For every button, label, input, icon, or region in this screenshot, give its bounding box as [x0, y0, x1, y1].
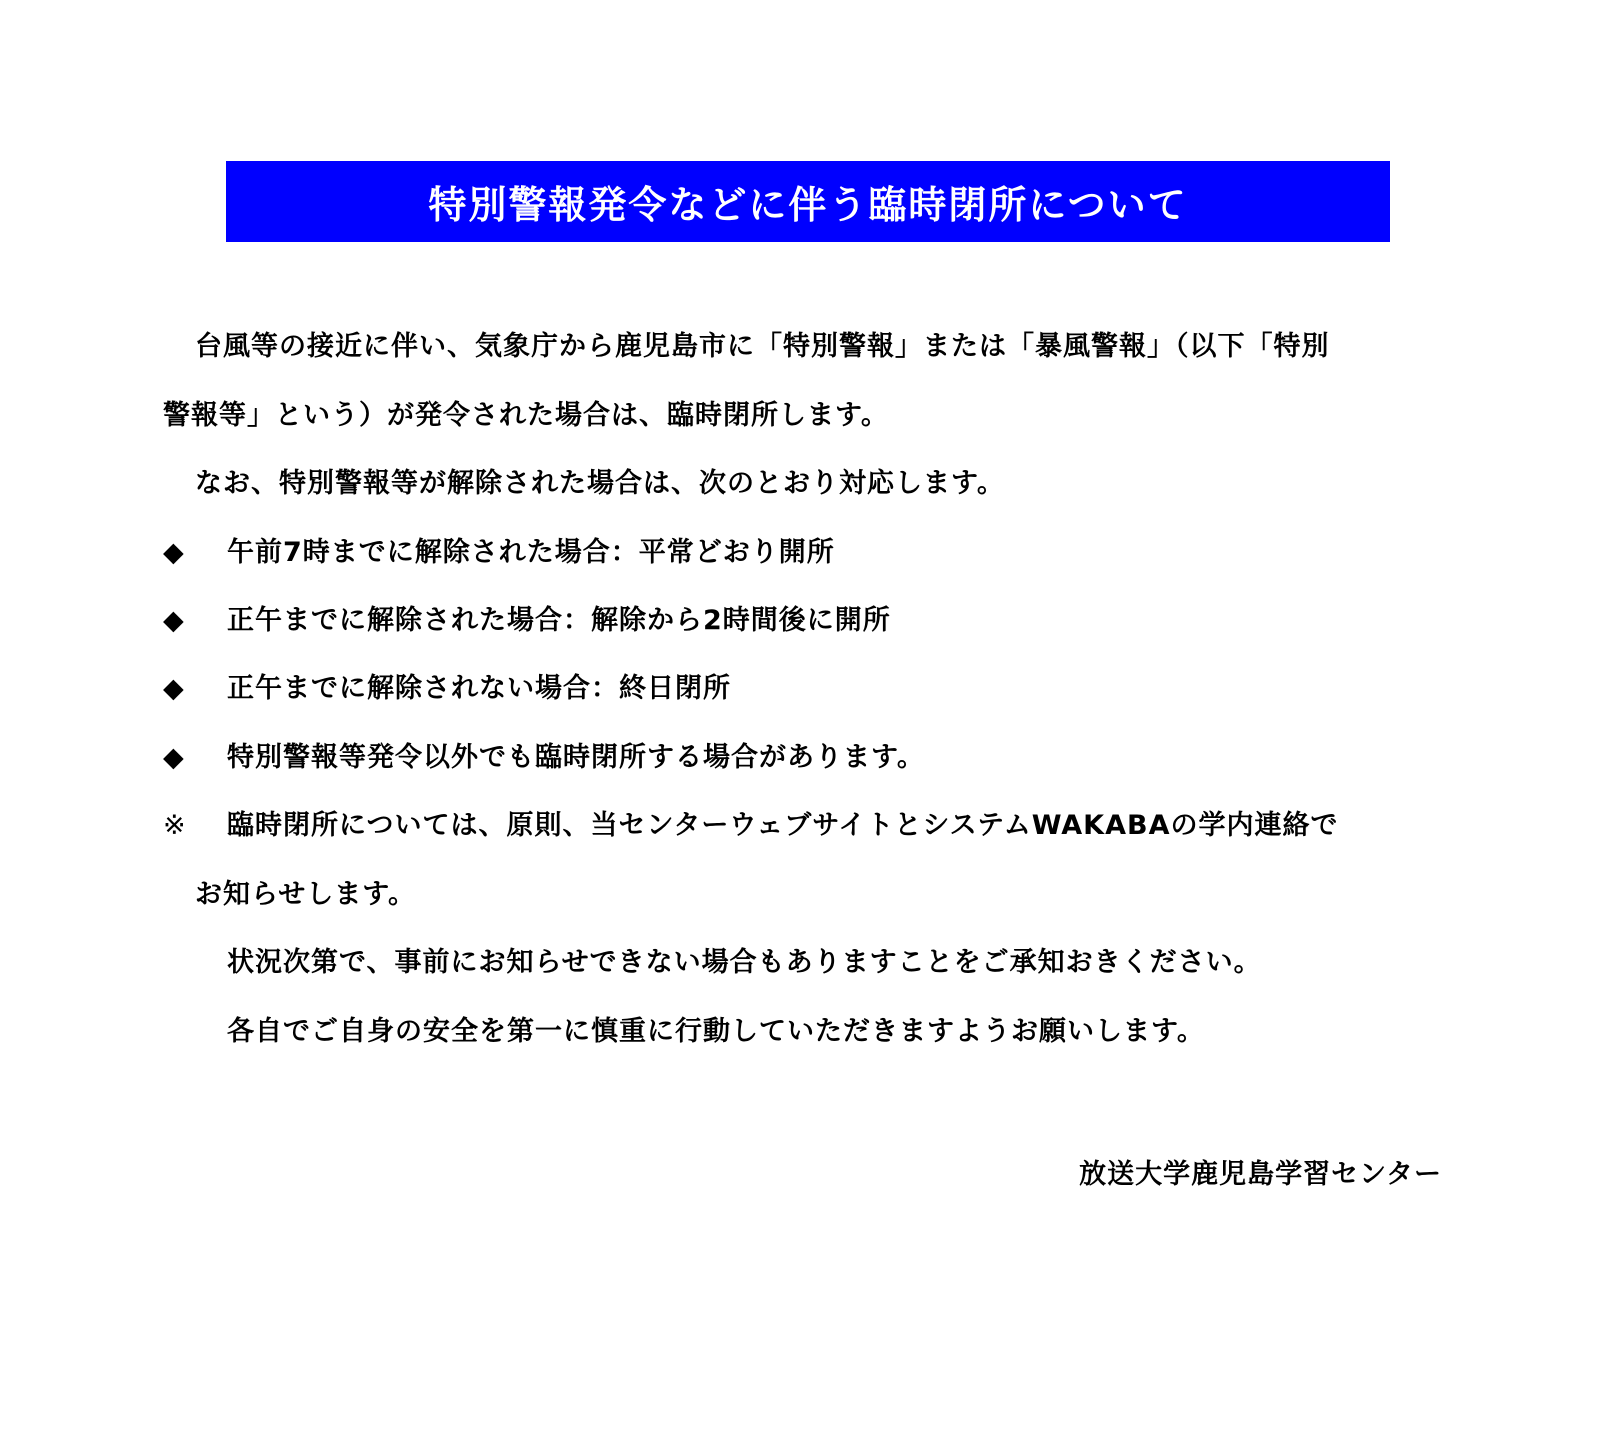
bullet-diamond-icon: ◆ — [163, 742, 184, 773]
intro-line-1: 台風等の接近に伴い、気象庁から鹿児島市に「特別警報」または「暴風警報」（以下「特別 — [195, 331, 1330, 362]
bullet-diamond-icon: ◆ — [163, 605, 184, 636]
bullet-item-4: 特別警報等発令以外でも臨時閉所する場合があります。 — [227, 742, 925, 773]
bullet-item-2: 正午までに解除された場合：解除から2時間後に開所 — [227, 605, 891, 636]
bullet-diamond-icon: ◆ — [163, 537, 184, 568]
intro-line-2: 警報等」という）が発令された場合は、臨時閉所します。 — [163, 400, 889, 431]
note-line-4: 各自でご自身の安全を第一に慎重に行動していただきますようお願いします。 — [227, 1016, 1205, 1047]
note-line-1: 臨時閉所については、原則、当センターウェブサイトとシステムWAKABAの学内連絡で — [227, 810, 1339, 841]
title-banner — [226, 161, 1390, 242]
note-line-2: お知らせします。 — [195, 879, 417, 910]
organization-signature: 放送大学鹿児島学習センター — [1079, 1159, 1442, 1190]
note-mark-icon: ※ — [163, 810, 186, 841]
intro-line-3: なお、特別警報等が解除された場合は、次のとおり対応します。 — [195, 468, 1005, 499]
note-line-3: 状況次第で、事前にお知らせできない場合もありますことをご承知おきください。 — [227, 947, 1262, 978]
bullet-item-1: 午前7時までに解除された場合：平常どおり開所 — [227, 537, 835, 568]
page-title: 特別警報発令などに伴う臨時閉所について — [428, 183, 1188, 227]
bullet-item-3: 正午までに解除されない場合：終日閉所 — [227, 673, 731, 704]
bullet-diamond-icon: ◆ — [163, 673, 184, 704]
